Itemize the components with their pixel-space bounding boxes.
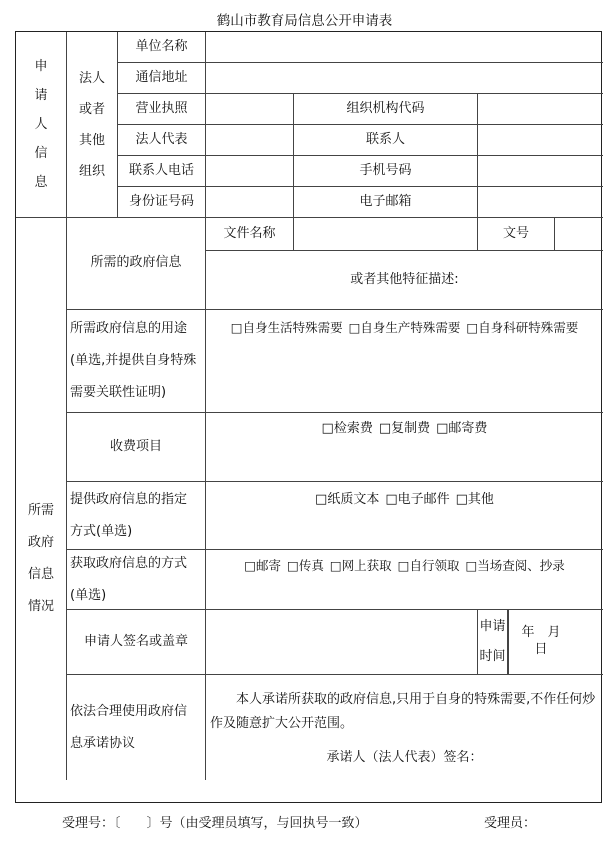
doc-number-label: 文号 (478, 218, 555, 251)
business-license-field[interactable] (206, 94, 294, 125)
org-line: 法人 (78, 70, 105, 86)
needed-info-label: 所需的政府信息 (67, 218, 206, 310)
section-line: 情况 (27, 599, 54, 614)
business-license-label: 营业执照 (118, 94, 206, 125)
address-field[interactable] (206, 63, 603, 94)
section-char: 信 (34, 146, 48, 161)
format-option-email[interactable]: □电子邮件 (385, 492, 450, 507)
section-char: 请 (34, 88, 48, 103)
section-char: 息 (34, 175, 48, 190)
org-code-label: 组织机构代码 (294, 94, 478, 125)
other-description-field[interactable]: 或者其他特征描述: (206, 251, 603, 310)
fee-option-mail[interactable]: □邮寄费 (436, 421, 488, 436)
section-char: 人 (34, 117, 48, 132)
label-line: 需要关联性证明) (70, 385, 167, 400)
apply-time-label (478, 610, 508, 675)
label-line: 申请 (479, 619, 506, 634)
org-code-field[interactable] (478, 94, 603, 125)
id-number-field[interactable] (206, 187, 294, 218)
purpose-option-research[interactable]: □自身科研特殊需要 (466, 320, 579, 335)
purpose-label (67, 310, 206, 413)
apply-date-field[interactable]: 年 月 日 (508, 610, 603, 675)
fee-option-copy[interactable]: □复制费 (378, 421, 431, 436)
label-line: 方式(单选) (70, 523, 133, 539)
mobile-field[interactable] (478, 156, 603, 187)
label-line: (单选,并提供自身特殊 (70, 353, 197, 368)
method-option-fax[interactable]: □传真 (287, 558, 324, 573)
format-options (206, 482, 603, 550)
format-label (67, 482, 206, 550)
method-options (206, 550, 603, 610)
section-line: 政府 (27, 535, 54, 550)
signature-label: 申请人签名或盖章 (67, 610, 206, 675)
method-label (67, 550, 206, 610)
contact-field[interactable] (478, 125, 603, 156)
file-name-field[interactable] (294, 218, 478, 251)
gov-info-section-label (16, 218, 67, 780)
email-field[interactable] (478, 187, 603, 218)
file-name-label: 文件名称 (206, 218, 294, 251)
receiver-label: 受理员： (484, 816, 537, 831)
fee-label: 收费项目 (67, 413, 206, 482)
label-line: 息承诺协议 (70, 735, 136, 751)
application-form-table (15, 31, 602, 803)
label-line: 时间 (479, 649, 506, 664)
purpose-option-production[interactable]: □自身生产特殊需要 (348, 320, 461, 335)
contact-phone-field[interactable] (206, 156, 294, 187)
method-option-onsite[interactable]: □当场查阅、抄录 (465, 558, 565, 573)
receipt-number-line: 受理号：〔 〕号（由受理员填写，与回执号一致） (62, 816, 368, 831)
contact-label: 联系人 (294, 125, 478, 156)
form-title: 鹤山市教育局信息公开申请表 (216, 13, 393, 29)
label-line: 所需政府信息的用途 (70, 321, 188, 336)
org-line: 或者 (78, 101, 105, 117)
label-line: (单选) (70, 587, 107, 603)
fee-option-search[interactable]: □检索费 (321, 421, 373, 436)
mobile-label: 手机号码 (294, 156, 478, 187)
legal-rep-field[interactable] (206, 125, 294, 156)
label-line: 提供政府信息的指定 (70, 491, 188, 507)
format-option-other[interactable]: □其他 (455, 492, 494, 507)
id-number-label: 身份证号码 (118, 187, 206, 218)
method-option-online[interactable]: □网上获取 (329, 558, 392, 573)
purpose-options (206, 310, 603, 413)
label-line: 获取政府信息的方式 (70, 555, 188, 571)
applicant-section-label (16, 32, 67, 218)
signature-field[interactable] (206, 610, 478, 675)
org-line: 组织 (78, 163, 105, 179)
purpose-option-life[interactable]: □自身生活特殊需要 (230, 320, 343, 335)
address-label: 通信地址 (118, 63, 206, 94)
promise-label (67, 675, 206, 780)
promise-sign-line[interactable]: 承诺人（法人代表）签名： (326, 749, 483, 765)
promise-text: 本人承诺所获取的政府信息,只用于自身的特殊需要,不作任何炒作及随意扩大公开范围。 (210, 691, 596, 731)
section-char: 申 (34, 59, 48, 74)
legal-person-org-label (67, 32, 118, 218)
doc-number-field[interactable] (555, 218, 603, 251)
email-label: 电子邮箱 (294, 187, 478, 218)
promise-content (206, 675, 603, 780)
format-option-paper[interactable]: □纸质文本 (315, 492, 380, 507)
method-option-self-pickup[interactable]: □自行领取 (397, 558, 460, 573)
method-option-mail[interactable]: □邮寄 (244, 558, 282, 573)
fee-options (206, 413, 603, 482)
unit-name-field[interactable] (206, 32, 603, 63)
contact-phone-label: 联系人电话 (118, 156, 206, 187)
unit-name-label: 单位名称 (118, 32, 206, 63)
section-line: 信息 (27, 567, 54, 582)
org-line: 其他 (78, 132, 105, 148)
label-line: 依法合理使用政府信 (70, 703, 188, 719)
legal-rep-label: 法人代表 (118, 125, 206, 156)
section-line: 所需 (27, 503, 54, 518)
